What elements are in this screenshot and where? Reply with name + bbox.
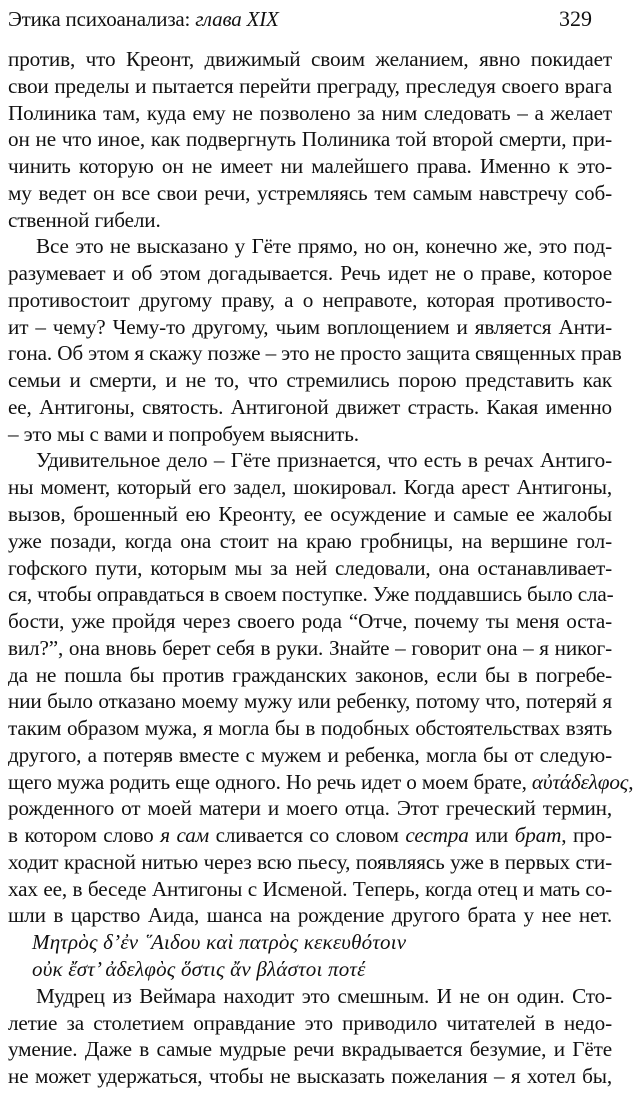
text-line: он не что иное, как подвергнуть Полиника той второй смерти, при- (8, 127, 612, 152)
text-line: Все это не высказано у Гёте прямо, но он, конечно же, это под- (36, 234, 612, 259)
text-span: или (468, 823, 515, 848)
text-line: Мудрец из Веймара находит это смешным. И не он один. Сто- (36, 983, 612, 1008)
text-line: чинить которую он не имеет ни малейшего права. Именно к это- (8, 154, 612, 179)
text-line: противостоит другому праву, а о неправоте, которая противосто- (8, 287, 612, 312)
text-line: свои пределы и пытается перейти преграду, преследуя своего врага (8, 73, 612, 98)
chapter-title (8, 7, 279, 32)
text-span: сливается со словом (209, 823, 406, 848)
chapter-title-plain: Этика психоанализа: (8, 7, 196, 31)
running-header (0, 0, 620, 42)
text-line: ходит красной нитью через всю пьесу, появляясь уже в первых сти- (8, 849, 612, 874)
text-line: щего мужа родить еще одного. Но речь идет о моем брате, αὐτάδελφος, (8, 769, 633, 794)
emphasis: брат (514, 823, 562, 848)
text-line: ее, Антигоны, святость. Антигоной движет страсть. Какая именно (8, 394, 612, 419)
text-line: ся, чтобы оправдаться в своем поступке. Уже поддавшись было сла- (8, 582, 614, 607)
text-line: вил?”, она вновь берет себя в руки. Знайте – говорит она – я никог- (8, 635, 612, 660)
text-line: вызов, брошенный ею Креонту, ее осуждение и самые ее жалобы (8, 502, 612, 526)
text-line: му ведет он все свои речи, устремляясь тем самым навстречу соб- (8, 180, 612, 205)
text-line: Полиника там, куда ему не позволено за ним следовать – а желает (8, 100, 612, 125)
text-line: ственной гибели. (8, 207, 161, 232)
text-span: в котором слово (8, 823, 161, 848)
greek-quote-line: Μητρὸς δ’ἐν ῞Αιδου καὶ πατρὸς κεκευθότοιν (32, 930, 407, 955)
text-line: ит – чему? Чему-то другому, чьим воплощением и является Анти- (8, 314, 612, 339)
text-line: гона. Об этом я скажу позже – это не просто защита священных прав (8, 341, 622, 366)
text-span: , про- (561, 823, 612, 848)
greek-quote-line: οὐκ ἔστ’ ἀδελφὸς ὅστις ἄν βλάστοι ποτέ (32, 956, 366, 981)
text-line: хах ее, в беседе Антигоны с Исменой. Теперь, когда отец и мать со- (8, 876, 612, 901)
text-line: бости, уже пройдя через своего рода “Отче, почему ты меня оста- (8, 609, 612, 633)
text-line: таким образом мужа, я могла бы в подобных обстоятельствах взять (8, 716, 612, 741)
text-line: рожденного от моей матери и моего отца. Этот греческий термин, (8, 796, 612, 821)
text-line: шли в царство Аида, шанса на рождение другого брата у нее нет. (8, 903, 612, 928)
text-line: гофского пути, которым мы за ней следовали, она останавливает- (8, 555, 612, 580)
greek-word: αὐτάδελφος (531, 769, 629, 794)
text-line: ны момент, который его задел, шокировал. Когда арест Антигоны, (8, 475, 612, 500)
text-line: летие за столетием оправдание это приводило читателей в недо- (8, 1010, 612, 1035)
emphasis: я сам (160, 823, 210, 848)
text-span: щего мужа родить еще одного. Но речь идет о моем брате, (8, 769, 532, 794)
text-line: умение. Даже в самые мудрые речи вкрадывается безумие, и Гёте (8, 1037, 612, 1062)
chapter-title-italic: глава XIX (195, 7, 279, 31)
text-line: Удивительное дело – Гёте признается, что есть в речах Антиго- (36, 448, 612, 473)
text-line: да не пошла бы против гражданских законов, если бы в погребе- (8, 662, 612, 687)
page-number: 329 (559, 6, 592, 31)
text-line: – это мы с вами и попробуем выяснить. (8, 421, 359, 446)
text-line: семьи и смерти, и не то, что стремились порою представить как (8, 368, 612, 393)
text-line: нии было отказано моему мужу или ребенку, потому что, потеряй я (8, 689, 612, 714)
emphasis: сестра (405, 823, 469, 848)
text-line: не может удержаться, чтобы не высказать пожелания – я хотел бы, (8, 1064, 612, 1088)
text-line: разумевает и об этом догадывается. Речь идет не о праве, которое (8, 261, 612, 286)
text-line: уже позади, когда она стоит на краю гробницы, на вершине гол- (8, 528, 612, 553)
text-line: другого, а потеряв вместе с мужем и ребенка, могла бы от следую- (8, 742, 612, 767)
text-line: против, что Креонт, движимый своим желанием, явно покидает (8, 47, 612, 71)
